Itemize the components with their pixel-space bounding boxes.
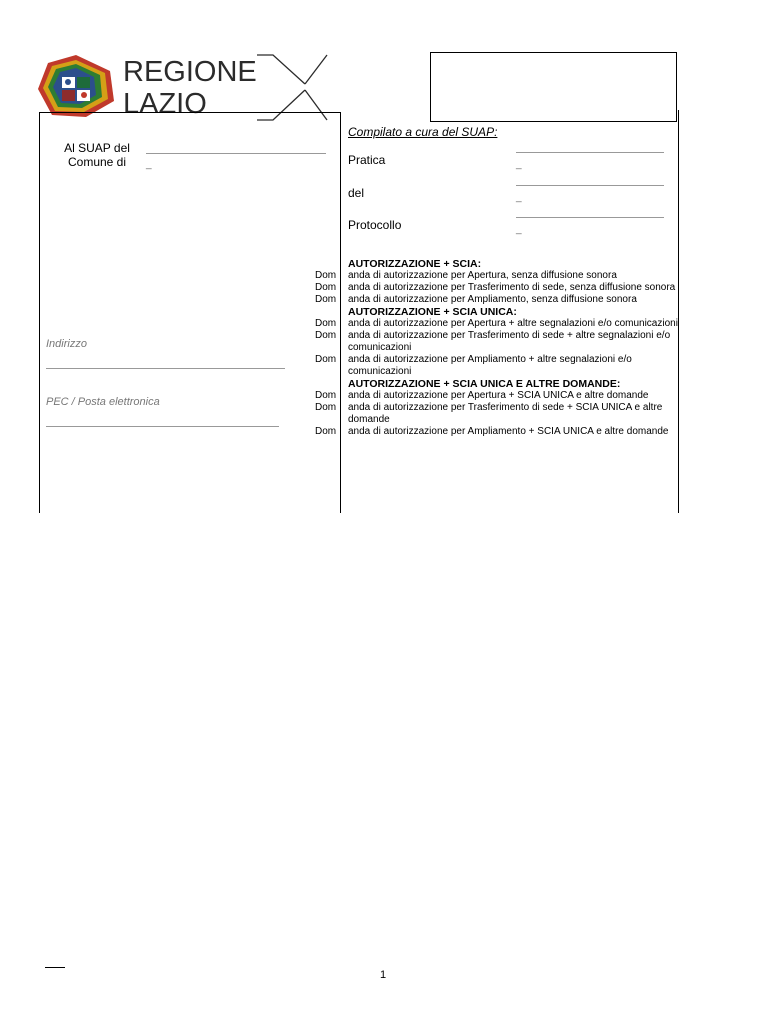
option-item[interactable] xyxy=(300,294,680,306)
option-item[interactable] xyxy=(300,330,680,354)
indirizzo-label: Indirizzo xyxy=(46,338,87,350)
option-group-heading: AUTORIZZAZIONE + SCIA UNICA E ALTRE DOMANDE: xyxy=(348,378,621,390)
protocollo-label: Protocollo xyxy=(348,218,402,232)
request-type-options xyxy=(300,258,680,438)
option-item-text: anda di autorizzazione per Apertura + SCIA UNICA e altre domande xyxy=(348,390,649,401)
suap-comune-field[interactable] xyxy=(146,153,326,154)
compilato-suap-heading: Compilato a cura del SUAP: xyxy=(348,125,498,139)
option-item-text: anda di autorizzazione per Ampliamento + altre segnalazioni e/o comunicazioni xyxy=(348,354,632,377)
option-prefix: Dom xyxy=(315,330,337,341)
option-prefix: Dom xyxy=(315,402,337,413)
option-item-text: anda di autorizzazione per Trasferimento di sede + SCIA UNICA e altre domande xyxy=(348,402,663,425)
option-prefix: Dom xyxy=(315,294,337,305)
page-number: 1 xyxy=(380,969,387,981)
option-item-text: anda di autorizzazione per Trasferimento di sede, senza diffusione sonora xyxy=(348,282,676,293)
pec-label: PEC / Posta elettronica xyxy=(46,396,160,408)
logo-text-regione: REGIONE xyxy=(123,56,257,88)
option-prefix: Dom xyxy=(315,282,337,293)
option-prefix: Dom xyxy=(315,390,337,401)
option-item[interactable] xyxy=(300,282,680,294)
option-group-heading: AUTORIZZAZIONE + SCIA UNICA: xyxy=(348,306,517,318)
option-item-text: anda di autorizzazione per Ampliamento + SCIA UNICA e altre domande xyxy=(348,426,669,437)
option-item-text: anda di autorizzazione per Apertura, senza diffusione sonora xyxy=(348,270,617,281)
protocollo-field-mark: _ xyxy=(516,224,522,235)
option-item-text: anda di autorizzazione per Trasferimento di sede + altre segnalazioni e/o comunicazioni xyxy=(348,330,671,353)
regione-lazio-emblem-icon xyxy=(36,53,116,119)
pratica-field[interactable] xyxy=(516,152,664,153)
option-group-heading: AUTORIZZAZIONE + SCIA: xyxy=(348,258,482,270)
del-field[interactable] xyxy=(516,185,664,186)
option-prefix: Dom xyxy=(315,354,337,365)
option-item[interactable] xyxy=(300,318,680,330)
option-prefix: Dom xyxy=(315,426,337,437)
del-label: del xyxy=(348,186,365,200)
protocollo-field[interactable] xyxy=(516,217,664,218)
pec-field[interactable] xyxy=(46,426,279,427)
logo-text-lazio: LAZIO xyxy=(123,88,207,120)
protocol-stamp-box xyxy=(430,52,677,122)
indirizzo-field[interactable] xyxy=(46,368,285,369)
option-item[interactable] xyxy=(300,354,680,378)
suap-comune-field-mark: _ xyxy=(146,159,152,170)
option-item[interactable] xyxy=(300,270,680,282)
pratica-field-mark: _ xyxy=(516,159,522,170)
pratica-label: Pratica xyxy=(348,153,386,167)
recipient-box xyxy=(39,112,341,513)
option-item[interactable] xyxy=(300,402,680,426)
option-prefix: Dom xyxy=(315,270,337,281)
suap-comune-label: Al SUAP del Comune di xyxy=(64,141,130,169)
option-item-text: anda di autorizzazione per Apertura + altre segnalazioni e/o comunicazioni xyxy=(348,318,678,329)
option-prefix: Dom xyxy=(315,318,337,329)
del-field-mark: _ xyxy=(516,192,522,203)
option-item-text: anda di autorizzazione per Ampliamento, senza diffusione sonora xyxy=(348,294,637,305)
option-item[interactable] xyxy=(300,426,680,438)
option-item[interactable] xyxy=(300,390,680,402)
footnote-separator xyxy=(45,967,65,968)
